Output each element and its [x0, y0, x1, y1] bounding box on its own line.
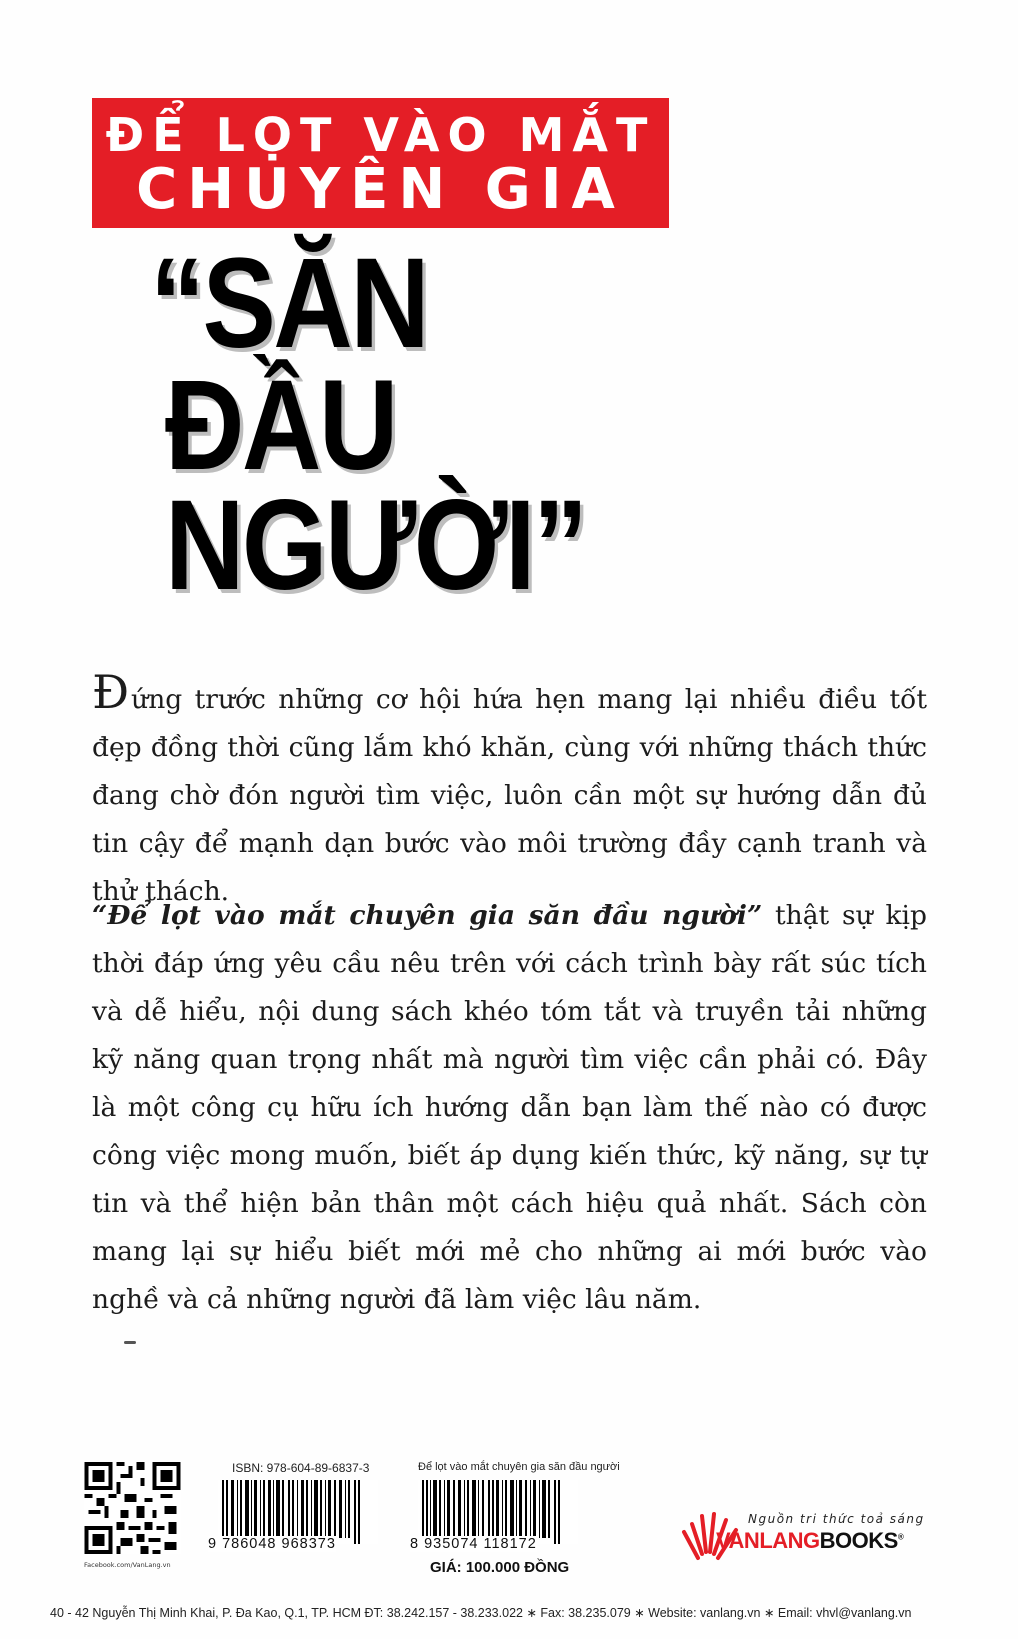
- big-title-line-2: ĐẦU: [165, 354, 396, 497]
- banner-line-2: CHUYÊN GIA: [136, 157, 625, 222]
- publisher-address: 40 - 42 Nguyễn Thị Minh Khai, P. Đa Kao, Q.1, TP. HCM ĐT: 38.242.157 - 38.233.022 ∗ Fax: 38.235.079 ∗ Website: vanlang.vn ∗ Email: vhvl@vanlang.vn: [50, 1606, 912, 1620]
- product-barcode-digits: 8 935074 118172: [410, 1536, 537, 1552]
- description-text: thật sự kịp thời đáp ứng yêu cầu nêu trên với cách trình bày rất súc tích và dễ hiểu, nội dung sách khéo tóm tắt và truyền tải những kỹ năng quan trọng nhất mà người tìm việc cần phải có. Đây là một công cụ hữu ích hướng dẫn bạn làm thế nào có được công việc mong muốn, biết áp dụng kiến thức, kỹ năng, sự tự tin và thể hiện bản thân một cách hiệu quả nhất. Sách còn mang lại sự hiểu biết mới mẻ cho những ai mới bước vào nghề và cả những người đã làm việc lâu năm.: [92, 900, 927, 1315]
- qr-code-graphic: [84, 1462, 181, 1554]
- product-barcode-bars: [418, 1480, 578, 1544]
- registered-mark: ®: [897, 1532, 904, 1542]
- publisher-tagline: Nguồn tri thức toả sáng: [748, 1512, 925, 1526]
- title-banner: [92, 98, 669, 228]
- isbn-label: ISBN: 978-604-89-6837-3: [232, 1461, 370, 1475]
- description-paragraph: [92, 892, 927, 1324]
- banner-line-1: ĐỂ LỌT VÀO MẮT: [105, 108, 656, 162]
- publisher-brand: [716, 1528, 903, 1554]
- qr-code: [84, 1462, 181, 1554]
- big-title-line-3: NGƯỜI”: [165, 474, 586, 617]
- isbn-barcode-digits: 9 786048 968373: [208, 1536, 336, 1552]
- isbn-barcode-bars: [218, 1480, 378, 1544]
- book-title-italic: “Để lọt vào mắt chuyên gia săn đầu người”: [92, 900, 763, 931]
- isbn-barcode: [218, 1480, 378, 1544]
- brand-black-part: BOOKS: [819, 1528, 898, 1553]
- brand-red-part: VANLANG: [716, 1528, 820, 1553]
- print-smudge: [124, 1341, 136, 1344]
- intro-paragraph: [92, 665, 927, 916]
- big-title-line-1: “SĂN: [150, 232, 428, 375]
- price-label: GIÁ: 100.000 ĐỒNG: [430, 1559, 570, 1576]
- product-barcode: [418, 1480, 578, 1544]
- qr-caption: Facebook.com/VanLang.vn: [84, 1561, 171, 1569]
- book-small-title: Để lọt vào mắt chuyên gia săn đầu người: [418, 1461, 620, 1473]
- dropcap: Đ: [92, 665, 130, 719]
- publisher-logo: [678, 1502, 968, 1572]
- intro-text: ứng trước những cơ hội hứa hẹn mang lại nhiều điều tốt đẹp đồng thời cũng lắm khó khăn, cùng với những thách thức đang chờ đón người tìm việc, luôn cần một sự hướng dẫn đủ tin cậy để mạnh dạn bước vào môi trường đầy cạnh tranh và thử thách.: [92, 684, 927, 907]
